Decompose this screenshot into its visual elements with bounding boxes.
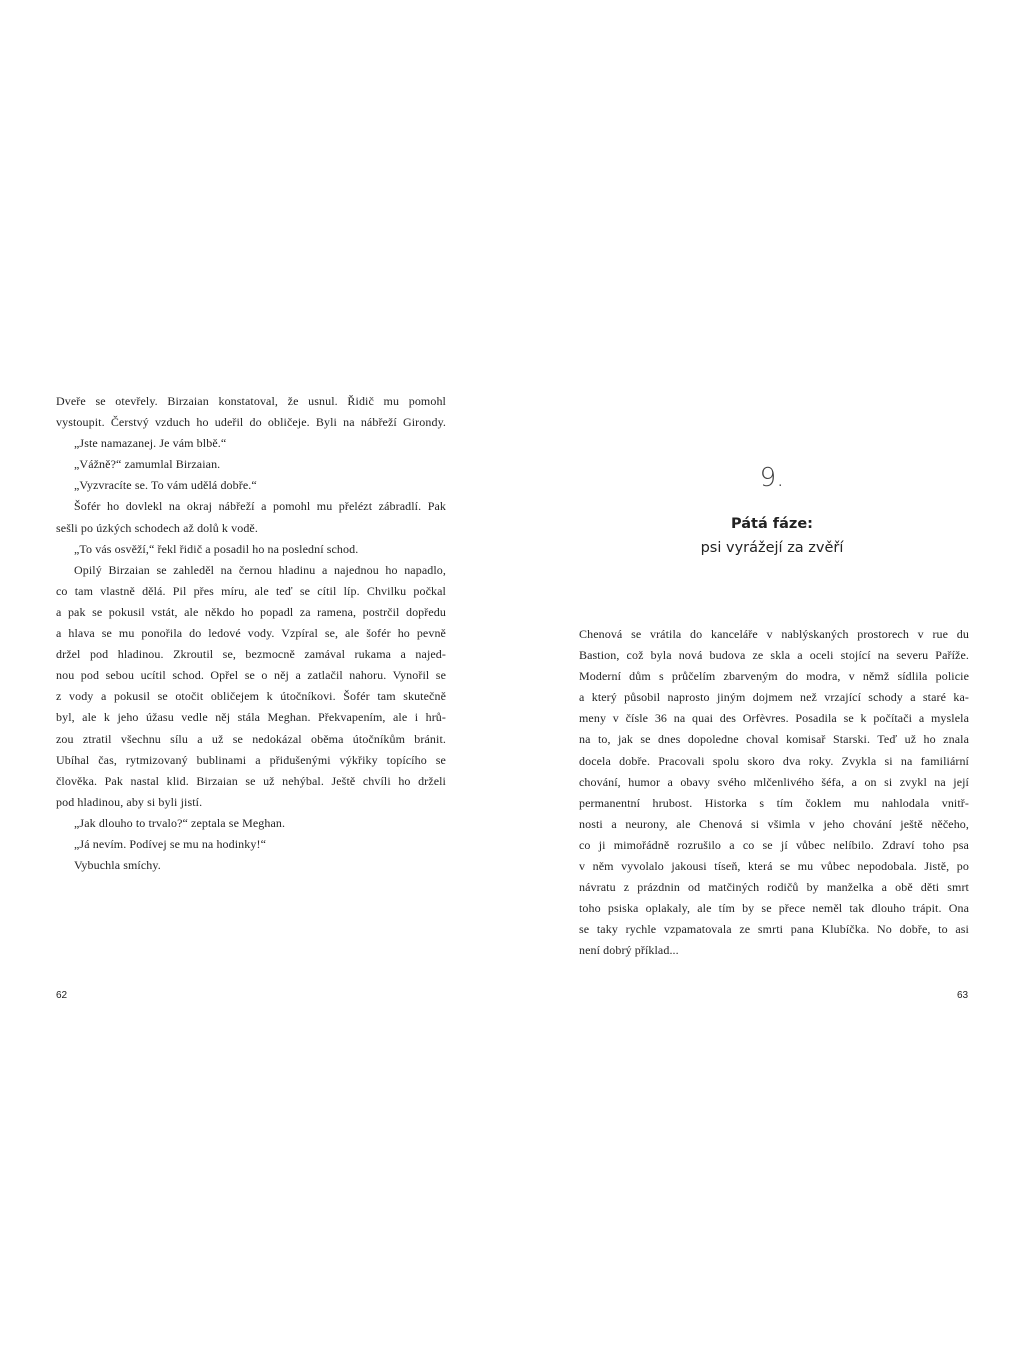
text-line: co tam vlastně dělá. Pil přes míru, ale teď se cítil líp. Chvilku počkal bbox=[56, 583, 446, 598]
text-line: nosti a neurony, ale Chenová si všimla v jeho chování ještě něčeho, bbox=[579, 816, 969, 831]
text-line: Bastion, což byla nová budova ze skla a oceli stojící na severu Paříže. bbox=[579, 648, 969, 663]
text-line: Ubíhal čas, rytmizovaný bublinami a přidušenými výkřiky topícího se bbox=[56, 752, 446, 767]
text-line: „Vyzvracíte se. To vám udělá dobře.“ bbox=[74, 478, 257, 493]
text-line: držel pod hladinou. Zkroutil se, bezmocně zamával rukama a najed- bbox=[56, 647, 446, 662]
text-line: Dveře se otevřely. Birzaian konstatoval, že usnul. Řidič mu pomohl bbox=[56, 394, 446, 408]
text-line: člověka. Pak nastal klid. Birzaian se už nehýbal. Ještě chvíli ho drželi bbox=[56, 773, 446, 788]
left-page-text bbox=[56, 391, 446, 876]
text-line: chování, humor a obavy svého mlčenlivého šéfa, a on si zvykl na její bbox=[579, 774, 969, 789]
text-line: toho psiska oplakaly, ale tím by se přece neměl tak dlouho trápit. Ona bbox=[579, 901, 969, 916]
text-line: „Vážně?“ zamumlal Birzaian. bbox=[74, 457, 221, 472]
text-line: permanentní hrubost. Historka s tím čoklem mu nahlodala vnitř- bbox=[579, 795, 969, 810]
text-line: „Já nevím. Podívej se mu na hodinky!“ bbox=[74, 836, 266, 851]
text-line: co ji mimořádně rozrušilo a co se jí vůbec nelíbilo. Zdraví toho psa bbox=[579, 837, 969, 852]
chapter-subtitle: psi vyrážejí za zvěří bbox=[700, 540, 844, 556]
text-line: a který působil naprosto jiným dojmem než vrzající schody a staré ka- bbox=[579, 690, 969, 705]
right-page-text bbox=[579, 624, 969, 962]
text-line: Vybuchla smíchy. bbox=[74, 858, 161, 873]
text-line: meny v čísle 36 na quai des Orfèvres. Posadila se k počítači a myslela bbox=[579, 711, 969, 726]
text-line: se taky rychle vzpamatovala ze smrti pana Klubíčka. No dobře, to asi bbox=[579, 922, 969, 937]
text-line: nou pod sebou ucítil schod. Opřel se o něj a zatlačil nahoru. Vynořil se bbox=[56, 668, 446, 683]
text-line: a hlava se mu ponořila do ledové vody. Vzpíral se, ale šofér ho pevně bbox=[56, 626, 446, 641]
text-line: sešli po úzkých schodech až dolů k vodě. bbox=[56, 520, 258, 535]
text-line: z vody a pokusil se otočit obličejem k útočníkovi. Šofér tam skutečně bbox=[56, 689, 446, 704]
text-line: Opilý Birzaian se zahleděl na černou hladinu a najednou ho napadlo, bbox=[74, 562, 446, 577]
text-line: „Jste namazanej. Je vám blbě.“ bbox=[74, 436, 227, 451]
text-line: „To vás osvěží,“ řekl řidič a posadil ho na poslední schod. bbox=[74, 541, 359, 556]
text-line: Moderní dům s průčelím zbarveným do modra, v němž sídlila policie bbox=[579, 669, 969, 684]
chapter-title: Pátá fáze: bbox=[731, 516, 813, 532]
text-line: v něm vyvolalo jakousi tíseň, která se mu vůbec nepodobala. Jistě, po bbox=[579, 859, 969, 874]
text-line: vystoupit. Čerstvý vzduch ho udeřil do obličeje. Byli na nábřeží Girondy. bbox=[56, 415, 446, 430]
page-number-right: 63 bbox=[957, 990, 969, 1001]
text-line: docela dobře. Pracovali spolu skoro dva roky. Zvykla si na familiární bbox=[579, 753, 969, 768]
text-line: pod hladinou, aby si byli jistí. bbox=[56, 794, 203, 809]
text-line: zou ztratil všechnu sílu a už se nedokázal oběma útočníkům bránit. bbox=[56, 731, 446, 746]
text-line: Chenová se vrátila do kanceláře v nablýskaných prostorech v rue du bbox=[579, 627, 969, 641]
page-number-left: 62 bbox=[56, 990, 68, 1001]
text-line: návratu z prázdnin od matčiných rodičů by manželka a obě děti smrt bbox=[579, 880, 969, 895]
right-page bbox=[512, 0, 1024, 1365]
text-line: a pak se pokusil vstát, ale někdo ho popadl za ramena, postrčil dopředu bbox=[56, 604, 446, 619]
text-line: byl, ale k jeho úžasu vedle něj stála Meghan. Překvapením, ale i hrů- bbox=[56, 710, 446, 725]
text-line: na to, jak se dnes dopoledne choval komisař Starski. Teď už ho znala bbox=[579, 732, 969, 747]
text-line: „Jak dlouho to trvalo?“ zeptala se Meghan. bbox=[74, 815, 286, 830]
text-line: není dobrý příklad... bbox=[579, 943, 679, 958]
chapter-number: 9. bbox=[759, 463, 785, 493]
text-line: Šofér ho dovlekl na okraj nábřeží a pomohl mu přelézt zábradlí. Pak bbox=[74, 499, 446, 514]
